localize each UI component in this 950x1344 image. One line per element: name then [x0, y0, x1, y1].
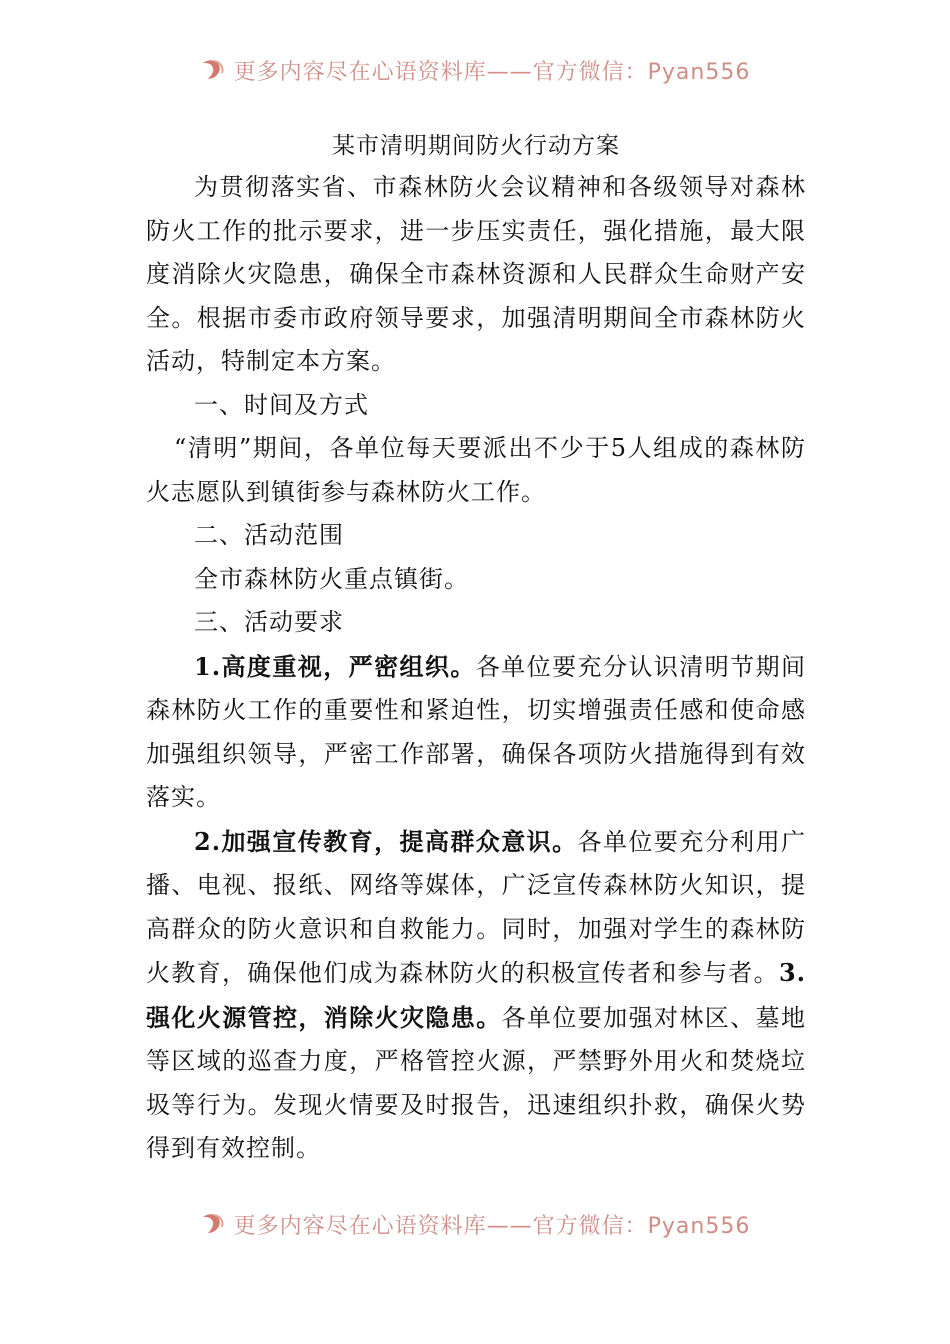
watermark-logo-icon	[200, 57, 226, 83]
watermark-text: 更多内容尽在心语资料库——官方微信：Pyan556	[233, 59, 751, 85]
requirement-2-lead: 2.加强宣传教育，提高群众意识。	[194, 826, 578, 856]
requirement-3-body: 各单位要加强对林区、墓地等区域的巡查力度，严格管控火源，严禁野外用火和焚烧垃圾等行为。发现火情要及时报告，迅速组织扑救，确保火势得到有效控制。	[146, 1003, 807, 1162]
header-watermark	[0, 50, 950, 90]
section-2-body: 全市森林防火重点镇街。	[194, 564, 469, 593]
intro-paragraph: 为贯彻落实省、市森林防火会议精神和各级领导对森林防火工作的批示要求，进一步压实责任，强化措施，最大限度消除火灾隐患，确保全市森林资源和人民群众生命财产安全。根据市委市政府领导要求，加强清明期间全市森林防火活动，特制定本方案。	[146, 173, 806, 375]
requirement-3-lead: 强化火源管控，消除火灾隐患。	[146, 1002, 502, 1032]
section-3-heading: 三、活动要求	[194, 608, 344, 636]
requirement-1	[146, 645, 806, 820]
watermark-logo-icon	[200, 1211, 226, 1237]
requirement-1-lead: 1.高度重视，严密组织。	[194, 651, 476, 681]
requirement-2-body: 各单位要充分利用广播、电视、报纸、网络等媒体，广泛宣传森林防火知识，提高群众的防火意识和自救能力。同时，加强对学生的森林防火教育，确保他们成为森林防火的积极宣传者和参与者。	[146, 827, 807, 987]
section-1-body: “清明”期间，各单位每天要派出不少于5人组成的森林防火志愿队到镇街参与森林防火工作。	[146, 434, 806, 506]
requirement-1-body: 各单位要充分认识清明节期间森林防火工作的重要性和紧迫性，切实增强责任感和使命感加强组织领导，严密工作部署，确保各项防火措施得到有效落实。	[146, 652, 806, 811]
footer-watermark	[0, 1204, 950, 1244]
section-1-heading: 一、时间及方式	[194, 390, 369, 419]
section-2-heading: 二、活动范围	[194, 521, 344, 549]
requirement-2-3	[146, 820, 806, 1171]
requirement-3-number: 3.	[778, 958, 806, 987]
document-title: 某市清明期间防火行动方案	[332, 133, 620, 159]
document-body	[146, 126, 806, 1171]
watermark-text: 更多内容尽在心语资料库——官方微信：Pyan556	[233, 1213, 751, 1239]
